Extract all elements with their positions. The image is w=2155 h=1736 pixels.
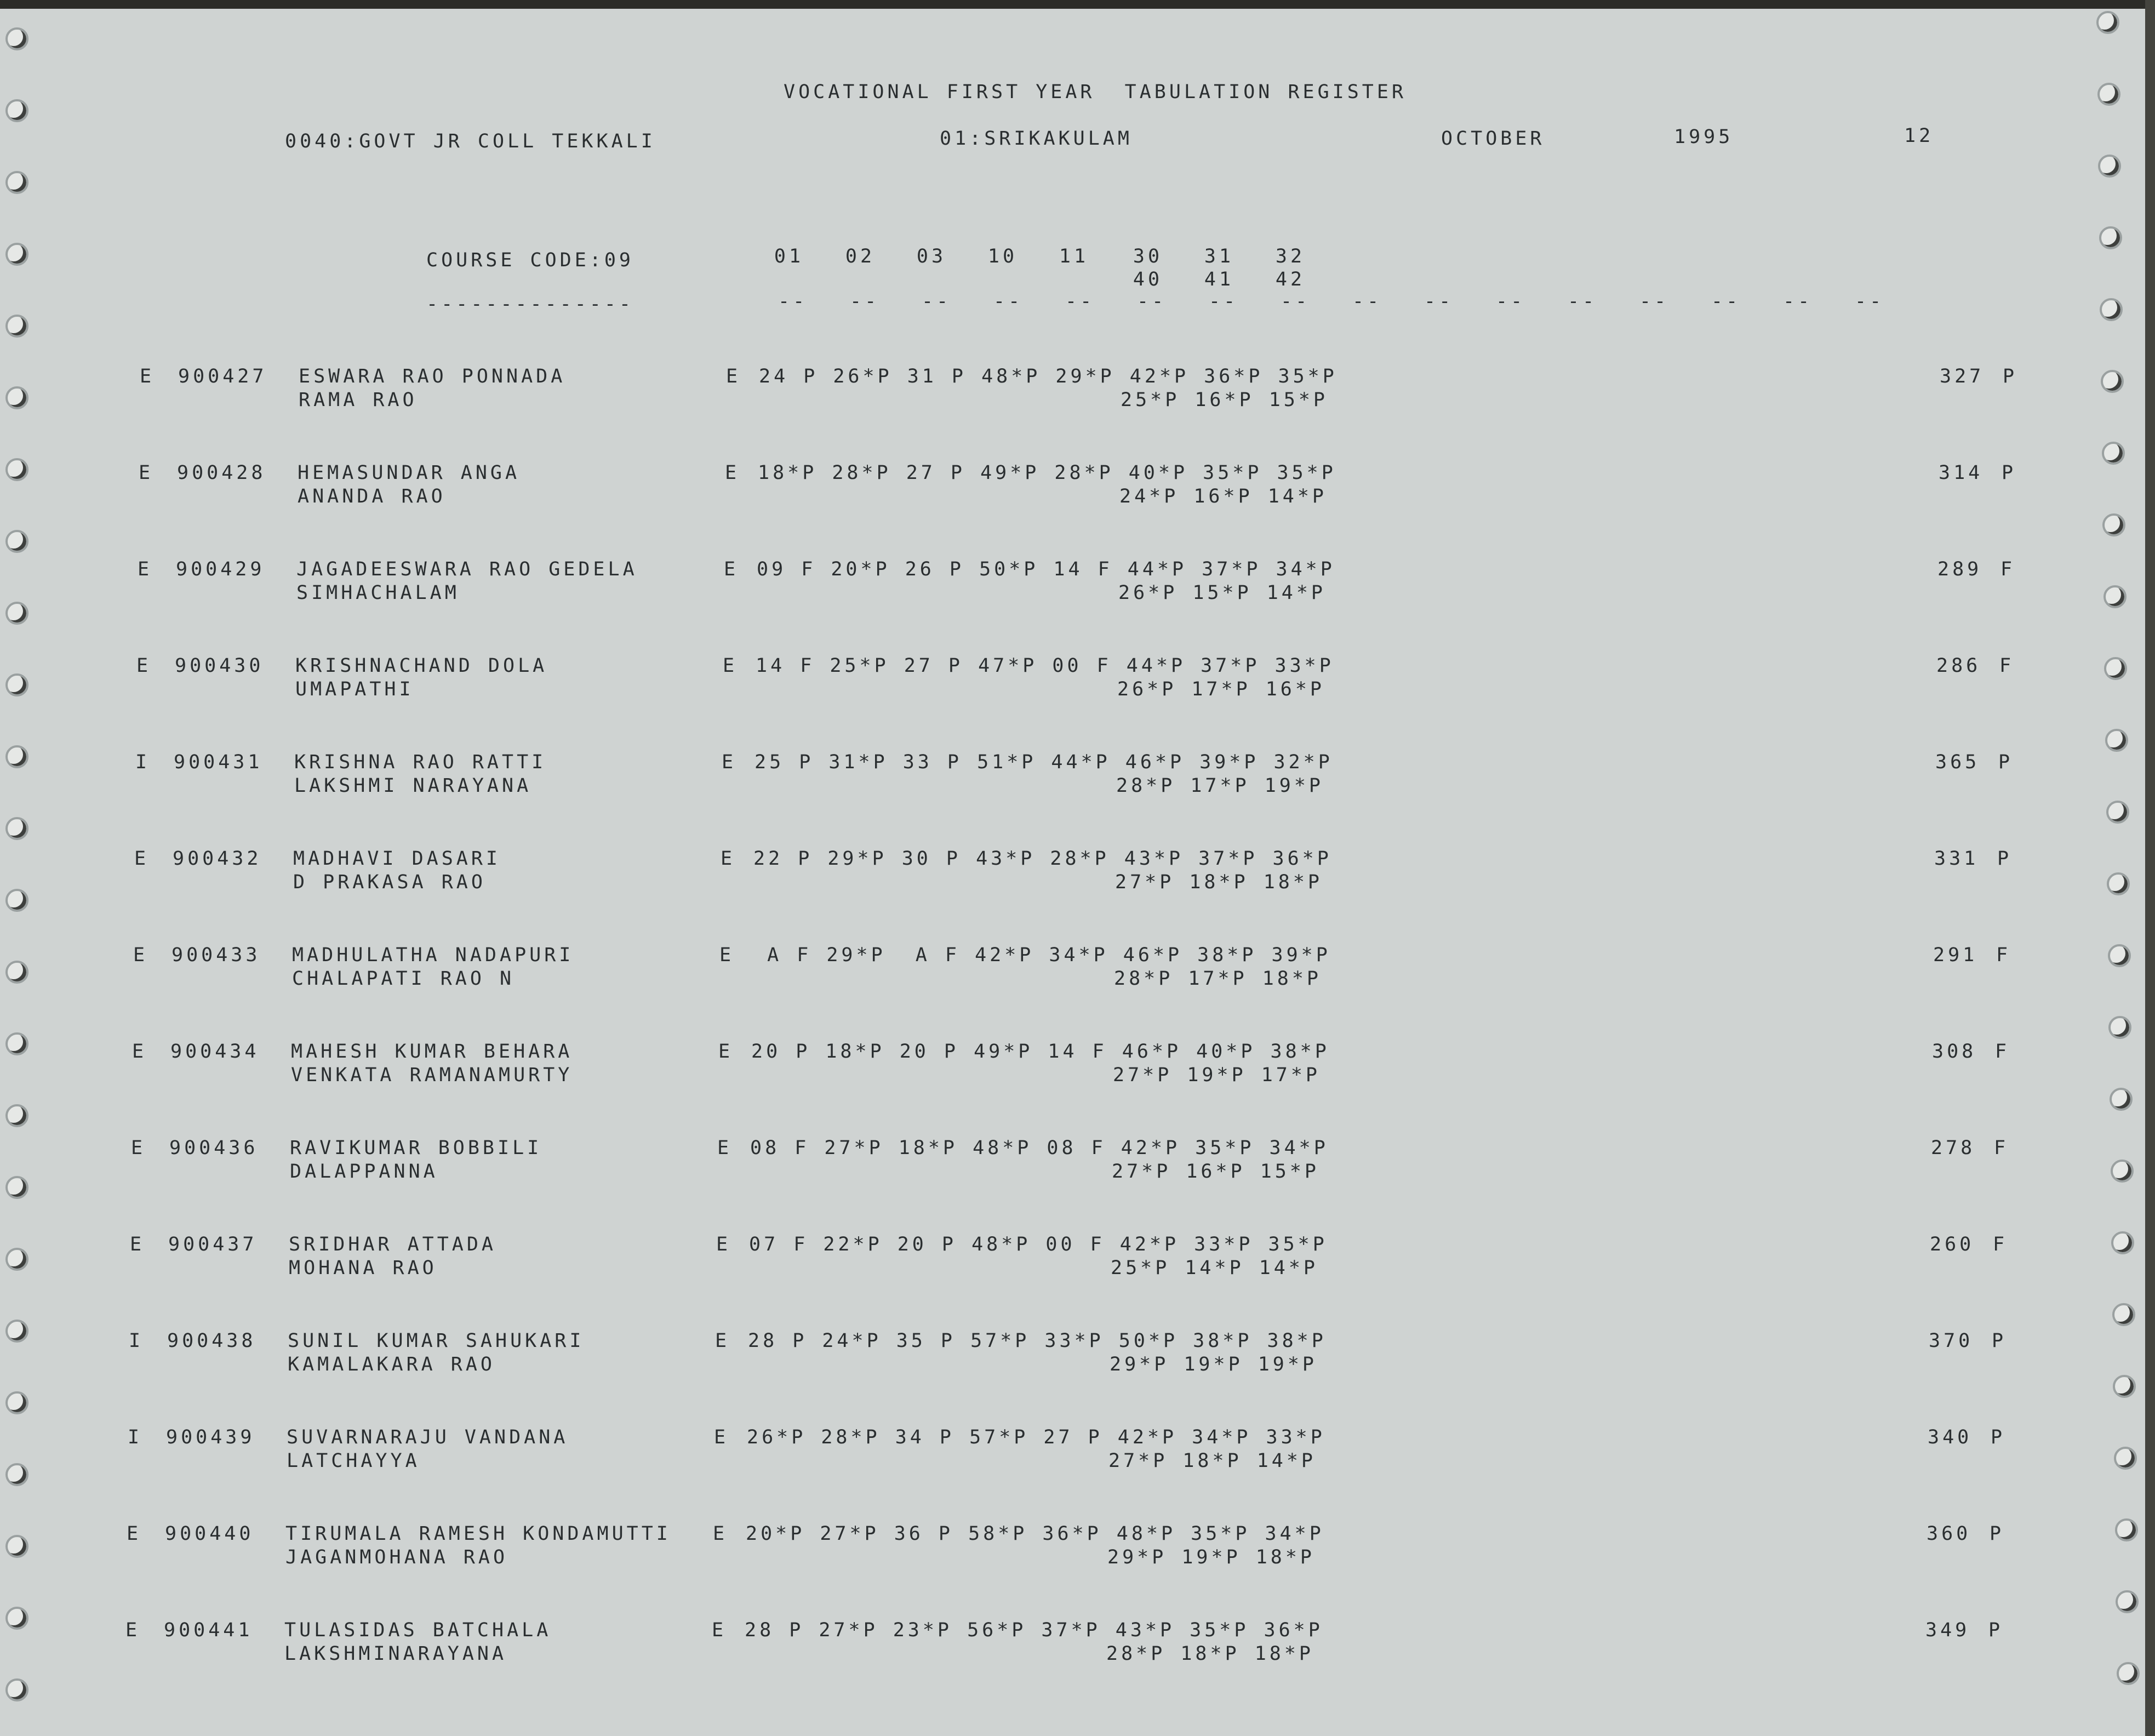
student-name: MADHULATHA NADAPURI: [292, 944, 574, 966]
parent-name: LAKSHMI NARAYANA: [294, 775, 532, 797]
subject-marks-second: 28*P 18*P 18*P: [1106, 1643, 1314, 1665]
student-category: E: [127, 1523, 142, 1545]
subject-dash: --: [1352, 290, 1382, 312]
student-record: [134, 848, 2155, 908]
sprocket-hole: [5, 386, 28, 409]
subject-dash: --: [1639, 290, 1670, 312]
roll-number: 900437: [168, 1234, 258, 1255]
total-marks: 349: [1925, 1619, 1970, 1641]
student-name: HEMASUNDAR ANGA: [298, 462, 521, 484]
roll-number: 900432: [173, 848, 262, 870]
sprocket-hole: [5, 458, 28, 481]
roll-number: 900430: [175, 655, 264, 677]
total-marks: 291: [1933, 944, 1978, 966]
total-marks: 278: [1931, 1137, 1976, 1159]
subject-marks: 20*P 27*P 36 P 58*P 36*P 48*P 35*P 34*P: [746, 1523, 1324, 1545]
subject-marks: 09 F 20*P 26 P 50*P 14 F 44*P 37*P 34*P: [757, 558, 1335, 580]
subject-code: 31: [1204, 245, 1234, 267]
total-marks: 370: [1929, 1330, 1974, 1352]
sprocket-hole: [5, 171, 28, 194]
subject-marks: 28 P 24*P 35 P 57*P 33*P 50*P 38*P 38*P: [748, 1330, 1327, 1352]
sprocket-hole: [2102, 442, 2125, 465]
result-status: F: [1993, 1234, 2008, 1255]
sprocket-hole: [2112, 1303, 2135, 1326]
roll-number: 900429: [176, 558, 265, 580]
medium-code: E: [724, 558, 739, 580]
parent-name: D PRAKASA RAO: [293, 871, 486, 893]
sprocket-hole: [5, 1607, 28, 1630]
roll-number: 900433: [172, 944, 261, 966]
student-category: E: [131, 1137, 146, 1159]
district-code: 01:SRIKAKULAM: [940, 128, 1133, 150]
subject-marks: 14 F 25*P 27 P 47*P 00 F 44*P 37*P 33*P: [756, 655, 1334, 677]
subject-marks-second: 27*P 16*P 15*P: [1112, 1161, 1320, 1183]
student-category: E: [133, 944, 148, 966]
subject-dash: --: [778, 290, 808, 312]
roll-number: 900434: [170, 1041, 260, 1063]
parent-name: DALAPPANNA: [290, 1161, 438, 1183]
subject-marks-second: 28*P 17*P 19*P: [1116, 775, 1324, 797]
student-record: [140, 366, 2155, 426]
parent-name: RAMA RAO: [299, 389, 418, 411]
sprocket-hole: [5, 1535, 28, 1558]
sprocket-hole: [5, 602, 28, 625]
student-category: E: [134, 848, 150, 870]
sprocket-hole: [2098, 155, 2121, 178]
medium-code: E: [713, 1523, 728, 1545]
student-name: SUNIL KUMAR SAHUKARI: [288, 1330, 585, 1352]
result-status: P: [2002, 462, 2017, 484]
medium-code: E: [721, 848, 736, 870]
parent-name: MOHANA RAO: [289, 1257, 437, 1279]
subject-marks: 18*P 28*P 27 P 49*P 28*P 40*P 35*P 35*P: [758, 462, 1336, 484]
subject-dash: --: [1209, 290, 1239, 312]
sprocket-hole: [5, 243, 28, 266]
sprocket-hole: [5, 817, 28, 840]
student-record: [130, 1234, 2155, 1294]
subject-marks: 07 F 22*P 20 P 48*P 00 F 42*P 33*P 35*P: [749, 1234, 1328, 1255]
subject-code: 01: [774, 245, 804, 267]
subject-marks-second: 27*P 18*P 14*P: [1108, 1450, 1317, 1472]
total-marks: 308: [1932, 1041, 1977, 1063]
student-name: KRISHNA RAO RATTI: [294, 751, 547, 773]
sprocket-hole: [5, 1104, 28, 1127]
course-code: COURSE CODE:09: [426, 249, 635, 271]
subject-marks-second: 24*P 16*P 14*P: [1119, 486, 1328, 507]
subject-marks: 25 P 31*P 33 P 51*P 44*P 46*P 39*P 32*P: [754, 751, 1333, 773]
subject-code: 10: [987, 245, 1018, 267]
result-status: F: [1995, 1041, 2010, 1063]
student-name: RAVIKUMAR BOBBILI: [290, 1137, 542, 1159]
total-marks: 365: [1935, 751, 1980, 773]
result-status: F: [1999, 655, 2015, 677]
student-category: E: [139, 462, 154, 484]
sprocket-hole: [5, 1032, 28, 1055]
total-marks: 314: [1939, 462, 1983, 484]
total-marks: 286: [1936, 655, 1981, 677]
student-category: E: [130, 1234, 145, 1255]
parent-name: LAKSHMINARAYANA: [284, 1643, 507, 1665]
total-marks: 331: [1934, 848, 1979, 870]
subject-dash: --: [1424, 290, 1454, 312]
subject-dash: --: [1711, 290, 1741, 312]
subject-marks-second: 27*P 19*P 17*P: [1113, 1064, 1321, 1086]
subject-marks-second: 27*P 18*P 18*P: [1115, 871, 1323, 893]
student-name: TIRUMALA RAMESH KONDAMUTTI: [285, 1523, 671, 1545]
total-marks: 327: [1940, 366, 1985, 387]
result-status: P: [1990, 1523, 2005, 1545]
roll-number: 900428: [177, 462, 266, 484]
student-record: [127, 1523, 2155, 1583]
subject-dash: --: [1568, 290, 1598, 312]
sprocket-hole: [5, 745, 28, 768]
subject-marks: 22 P 29*P 30 P 43*P 28*P 43*P 37*P 36*P: [753, 848, 1332, 870]
subject-dash: --: [1281, 290, 1311, 312]
student-category: E: [125, 1619, 141, 1641]
sprocket-hole: [5, 530, 28, 553]
subject-marks-second: 29*P 19*P 18*P: [1107, 1546, 1316, 1568]
sprocket-hole: [5, 1463, 28, 1486]
subject-code: 30: [1133, 245, 1163, 267]
result-status: P: [1991, 1426, 2006, 1448]
parent-name: CHALAPATI RAO N: [292, 968, 515, 990]
medium-code: E: [718, 1041, 734, 1063]
medium-code: E: [722, 751, 737, 773]
sprocket-hole: [2100, 298, 2123, 321]
student-category: E: [132, 1041, 147, 1063]
student-category: E: [140, 366, 155, 387]
total-marks: 289: [1937, 558, 1982, 580]
subject-code-second: 42: [1275, 269, 1306, 290]
roll-number: 900441: [164, 1619, 253, 1641]
parent-name: JAGANMOHANA RAO: [285, 1546, 508, 1568]
result-status: P: [2003, 366, 2018, 387]
sprocket-hole: [2108, 1016, 2131, 1039]
sprocket-hole: [2096, 11, 2119, 34]
student-record: [139, 462, 2155, 522]
course-code-underline: --------------: [426, 293, 635, 315]
college-code: 0040:GOVT JR COLL TEKKALI: [285, 130, 656, 152]
sprocket-hole: [5, 1678, 28, 1701]
student-name: MAHESH KUMAR BEHARA: [291, 1041, 573, 1063]
subject-dash: --: [1855, 290, 1885, 312]
result-status: P: [1998, 751, 2014, 773]
subject-marks-second: 25*P 14*P 14*P: [1111, 1257, 1319, 1279]
subject-dash: --: [1783, 290, 1813, 312]
result-status: F: [1996, 944, 2011, 966]
medium-code: E: [712, 1619, 727, 1641]
page-number: 12: [1904, 125, 1934, 147]
student-name: MADHAVI DASARI: [293, 848, 501, 870]
student-record: [132, 1041, 2155, 1101]
roll-number: 900436: [169, 1137, 259, 1159]
sprocket-hole: [5, 99, 28, 122]
roll-number: 900438: [167, 1330, 256, 1352]
sprocket-hole: [2099, 226, 2122, 249]
sprocket-hole: [5, 315, 28, 338]
top-shadow: [0, 0, 2155, 9]
subject-marks: 26*P 28*P 34 P 57*P 27 P 42*P 34*P 33*P: [747, 1426, 1325, 1448]
subject-marks-second: 25*P 16*P 15*P: [1121, 389, 1329, 411]
student-category: I: [135, 751, 151, 773]
student-record: [129, 1330, 2155, 1390]
roll-number: 900427: [178, 366, 267, 387]
student-record: [128, 1426, 2155, 1487]
student-name: SUVARNARAJU VANDANA: [287, 1426, 569, 1448]
register-title: VOCATIONAL FIRST YEAR TABULATION REGISTER: [784, 81, 1407, 103]
subject-dash: --: [993, 290, 1024, 312]
subject-marks-second: 26*P 17*P 16*P: [1117, 678, 1325, 700]
medium-code: E: [723, 655, 738, 677]
student-record: [135, 751, 2155, 812]
subject-dash: --: [1137, 290, 1167, 312]
subject-marks: 28 P 27*P 23*P 56*P 37*P 43*P 35*P 36*P: [745, 1619, 1323, 1641]
student-record: [136, 655, 2155, 715]
sprocket-hole: [5, 673, 28, 696]
result-status: P: [1997, 848, 2013, 870]
subject-dash: --: [1065, 290, 1095, 312]
total-marks: 260: [1930, 1234, 1975, 1255]
student-name: TULASIDAS BATCHALA: [284, 1619, 552, 1641]
subject-code: 11: [1059, 245, 1089, 267]
student-record: [131, 1137, 2155, 1197]
student-record: [125, 1619, 2155, 1680]
medium-code: E: [717, 1137, 733, 1159]
result-status: P: [1992, 1330, 2007, 1352]
subject-marks: 20 P 18*P 20 P 49*P 14 F 46*P 40*P 38*P: [751, 1041, 1330, 1063]
parent-name: UMAPATHI: [295, 678, 414, 700]
roll-number: 900440: [165, 1523, 254, 1545]
result-status: F: [1994, 1137, 2009, 1159]
student-name: SRIDHAR ATTADA: [289, 1234, 497, 1255]
medium-code: E: [716, 1234, 731, 1255]
total-marks: 360: [1927, 1523, 1971, 1545]
student-name: ESWARA RAO PONNADA: [299, 366, 566, 387]
medium-code: E: [725, 462, 740, 484]
subject-code: 02: [845, 245, 876, 267]
medium-code: E: [715, 1330, 730, 1352]
subject-code: 32: [1275, 245, 1306, 267]
student-category: I: [128, 1426, 143, 1448]
roll-number: 900431: [174, 751, 263, 773]
sprocket-hole: [5, 1320, 28, 1343]
sprocket-hole: [5, 27, 28, 50]
sprocket-hole: [5, 1176, 28, 1199]
sprocket-hole: [2116, 1590, 2139, 1613]
roll-number: 900439: [166, 1426, 255, 1448]
subject-code: 03: [916, 245, 947, 267]
medium-code: E: [719, 944, 735, 966]
parent-name: ANANDA RAO: [298, 486, 446, 507]
sprocket-hole: [5, 961, 28, 984]
subject-code-second: 41: [1204, 269, 1234, 290]
subject-code-second: 40: [1133, 269, 1163, 290]
parent-name: SIMHACHALAM: [296, 582, 460, 604]
exam-month: OCTOBER: [1441, 128, 1545, 150]
subject-dash: --: [850, 290, 880, 312]
total-marks: 340: [1928, 1426, 1973, 1448]
subject-marks: 24 P 26*P 31 P 48*P 29*P 42*P 36*P 35*P: [759, 366, 1337, 387]
student-record: [138, 558, 2155, 619]
result-status: F: [2000, 558, 2016, 580]
sprocket-hole: [5, 889, 28, 912]
sprocket-hole: [2105, 729, 2128, 752]
subject-marks: 08 F 27*P 18*P 48*P 08 F 42*P 35*P 34*P: [750, 1137, 1329, 1159]
subject-marks: A F 29*P A F 42*P 34*P 46*P 38*P 39*P: [752, 944, 1331, 966]
subject-marks-second: 28*P 17*P 18*P: [1114, 968, 1322, 990]
exam-year: 1995: [1674, 126, 1734, 148]
result-status: P: [1988, 1619, 2004, 1641]
parent-name: LATCHAYYA: [287, 1450, 420, 1472]
sprocket-hole: [2097, 83, 2120, 106]
student-category: I: [129, 1330, 144, 1352]
subject-dash: --: [922, 290, 952, 312]
parent-name: VENKATA RAMANAMURTY: [291, 1064, 573, 1086]
sprocket-hole: [5, 1391, 28, 1414]
student-category: E: [136, 655, 152, 677]
subject-marks-second: 29*P 19*P 19*P: [1110, 1354, 1318, 1375]
sprocket-hole: [5, 1248, 28, 1271]
student-name: JAGADEESWARA RAO GEDELA: [296, 558, 638, 580]
medium-code: E: [726, 366, 741, 387]
subject-dash: --: [1496, 290, 1526, 312]
medium-code: E: [714, 1426, 729, 1448]
student-category: E: [138, 558, 153, 580]
student-name: KRISHNACHAND DOLA: [295, 655, 548, 677]
subject-marks-second: 26*P 15*P 14*P: [1118, 582, 1327, 604]
parent-name: KAMALAKARA RAO: [288, 1354, 496, 1375]
student-record: [133, 944, 2155, 1004]
